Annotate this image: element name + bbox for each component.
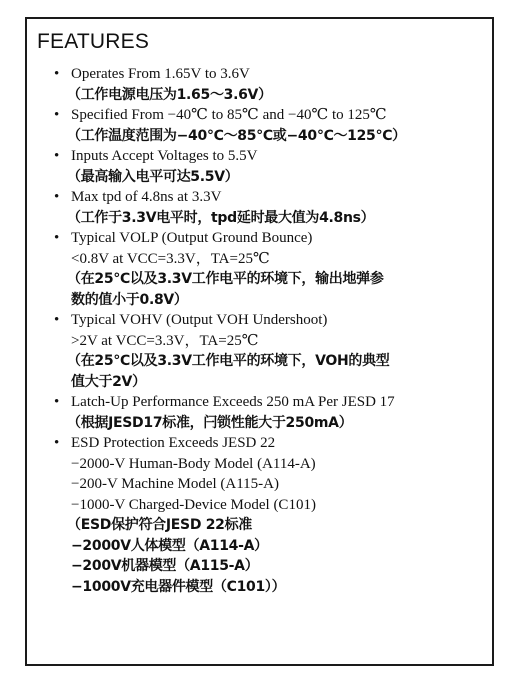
bullet-icon: •: [54, 66, 60, 82]
feature-line-cn: （ESD保护符合JESD 22标准: [67, 517, 253, 533]
feature-item-volp: [54, 228, 484, 310]
feature-line-en: Latch-Up Performance Exceeds 250 mA Per JESD 17: [71, 394, 395, 410]
feature-item-esd-protection: [54, 433, 484, 597]
bullet-icon: •: [54, 394, 60, 410]
feature-line-en: Typical VOHV (Output VOH Undershoot): [71, 312, 328, 328]
feature-line-en: −2000-V Human-Body Model (A114-A): [71, 455, 316, 472]
feature-line-en: −1000-V Charged-Device Model (C101): [71, 496, 316, 513]
feature-item-vohv: [54, 310, 484, 392]
feature-item-input-voltage: [54, 146, 484, 187]
bullet-icon: •: [54, 230, 60, 246]
feature-line-cn: （在25℃以及3.3V工作电平的环境下，VOH的典型: [67, 353, 390, 369]
feature-line-en: <0.8V at VCC=3.3V，TA=25℃: [71, 250, 270, 267]
feature-line-cn: 值大于2V）: [71, 373, 146, 390]
bullet-icon: •: [54, 435, 60, 451]
features-list: [54, 64, 484, 597]
features-heading: FEATURES: [37, 30, 150, 53]
feature-line-en: >2V at VCC=3.3V，TA=25℃: [71, 332, 259, 349]
bullet-icon: •: [54, 107, 60, 123]
feature-line-cn: −200V机器模型（A115-A）: [71, 558, 259, 574]
feature-line-cn: （工作温度范围为−40℃～85℃或−40℃～125℃）: [67, 127, 406, 144]
bullet-icon: •: [54, 189, 60, 205]
feature-item-operating-voltage: [54, 64, 484, 105]
bullet-icon: •: [54, 148, 60, 164]
feature-line-en: Inputs Accept Voltages to 5.5V: [71, 148, 258, 164]
feature-line-cn: （根据JESD17标准，闩锁性能大于250mA）: [67, 414, 353, 431]
feature-line-cn: −2000V人体模型（A114-A）: [71, 537, 268, 554]
feature-item-max-tpd: [54, 187, 484, 228]
feature-line-en: ESD Protection Exceeds JESD 22: [71, 435, 276, 451]
feature-line-cn: （工作于3.3V电平时，tpd延时最大值为4.8ns）: [67, 209, 375, 226]
feature-line-cn: （工作电源电压为1.65～3.6V）: [67, 86, 272, 103]
feature-line-en: Max tpd of 4.8ns at 3.3V: [71, 189, 222, 205]
feature-line-en: −200-V Machine Model (A115-A): [71, 476, 280, 492]
feature-line-en: Specified From −40℃ to 85℃ and −40℃ to 125℃: [71, 107, 387, 123]
bullet-icon: •: [54, 312, 60, 328]
feature-item-latch-up: [54, 392, 484, 433]
feature-line-en: Typical VOLP (Output Ground Bounce): [71, 230, 313, 246]
feature-line-en: Operates From 1.65V to 3.6V: [71, 66, 250, 82]
feature-item-temperature-range: [54, 105, 484, 146]
feature-line-cn: −1000V充电器件模型（C101））: [71, 578, 286, 595]
feature-line-cn: 数的值小于0.8V）: [71, 291, 188, 308]
feature-line-cn: （在25℃以及3.3V工作电平的环境下，输出地弹参: [67, 271, 384, 287]
feature-line-cn: （最高输入电平可达5.5V）: [67, 168, 239, 185]
